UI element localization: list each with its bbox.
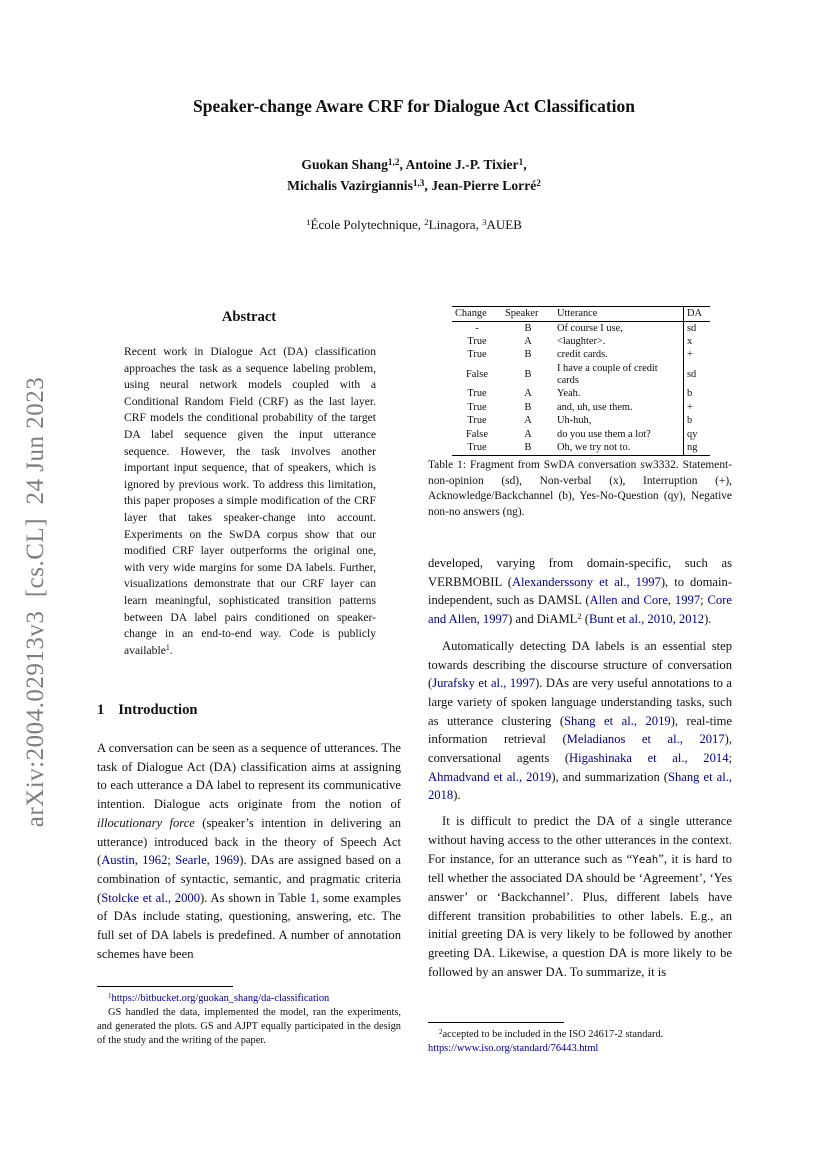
right-column xyxy=(428,0,732,1170)
text-segment: Michalis Vazirgiannis xyxy=(287,178,413,193)
citation-allen-core-1997[interactable]: Allen and Core, 1997 xyxy=(589,593,701,608)
citation-stolcke-2000[interactable]: Stolcke et al., 2000 xyxy=(101,890,200,905)
citation-meladianos-2017[interactable]: Meladianos et al., 2017 xyxy=(566,732,725,747)
text-segment: . xyxy=(169,643,173,657)
text-segment: 1,3 xyxy=(412,177,425,188)
text-segment: ), to domain-independent, such as DAMSL ( xyxy=(428,574,733,608)
table-cell: + xyxy=(684,401,711,414)
text-segment: illocutionary force xyxy=(97,815,195,830)
text-segment: 1 xyxy=(518,156,524,167)
table-cell: True xyxy=(467,388,487,400)
text-segment: ; xyxy=(700,593,708,608)
text-segment: 2 xyxy=(536,177,541,188)
table-cell: qy xyxy=(684,428,711,441)
table-cell: True xyxy=(467,349,487,361)
text-segment: , some examples of DAs include stating, questioning, answering, etc. The full set of DA labels is predefined. A number of annotation schemes have been xyxy=(97,890,401,961)
text-segment: École Polytechnique, xyxy=(310,217,425,232)
table-row xyxy=(452,415,710,428)
table-header-speaker: Speaker xyxy=(502,307,554,322)
text-segment: developed, varying from domain-specific, such as VERBMOBIL ( xyxy=(428,556,732,589)
citation-shang-2019[interactable]: Shang et al., 2019 xyxy=(564,713,671,728)
table-1-ref[interactable]: 1 xyxy=(309,890,317,905)
section-number: 1 xyxy=(97,702,105,718)
table-cell: b xyxy=(684,415,711,428)
text-segment: Recent work in Dialogue Act (DA) classification approaches the task as a sequence labeling problem, using neural network models coupled with a Conditional Random Field (CRF) as the last layer. CRF models the conditional probability of the target DA label sequence given the input utterance sequence. However, the task involves another important input sequence, that of speakers, which is ignored by previous work. To address this limitation, this paper proposes a simple modification of the CRF layer that takes speaker-change into account. Experiments on the SwDA corpus show that our modified CRF layer outperforms the original one, with very wide margins for some DA labels. Further, visualizations demonstrate that our CRF layer can learn meaningful, sophisticated transition patterns between DA label pairs conditioned on speaker-change in an end-to-end way. Code is publicly available xyxy=(124,345,376,657)
table-cell: ng xyxy=(684,441,711,455)
table-row xyxy=(452,335,710,348)
text-segment: ; xyxy=(167,853,176,868)
footnote-rule xyxy=(428,1022,564,1023)
table-cell: A xyxy=(524,415,532,427)
swda-fragment-table xyxy=(452,306,710,456)
text-segment: accepted to be included in the ISO 24617-2 standard. xyxy=(442,1029,664,1040)
arxiv-watermark: arXiv:2004.02913v3 [cs.CL] 24 Jun 2023 xyxy=(22,376,49,828)
text-segment: ”, it is hard to tell whether the associated DA should be ‘Agreement’, ‘Yes answer’ or ‘Backchannel’. Plus, different labels have different transition probabilities to other labels. E.g., an initial greeting DA is very likely to be followed by another greeting DA. Likewise, a question DA is more likely to be followed by an answer DA. To summarize, it is xyxy=(428,851,732,979)
table-cell: Uh-huh, xyxy=(557,415,592,427)
abstract-text xyxy=(124,344,376,660)
table-cell: B xyxy=(524,401,532,413)
table-cell: credit cards. xyxy=(557,349,608,361)
footnote-1-text: GS handled the data, implemented the model, ran the experiments, and generated the plots. GS and AJPT equally participated in the design of the study and the writing of the paper. xyxy=(97,1007,401,1046)
footnotes-right xyxy=(428,1022,732,1056)
footnote-1-url-link[interactable]: https://bitbucket.org/guokan_shang/da-classification xyxy=(111,993,330,1004)
table-row xyxy=(452,322,710,336)
text-segment: ). As shown in Table xyxy=(200,890,310,905)
right-column-body xyxy=(428,554,732,981)
text-segment: 3 xyxy=(482,217,487,228)
table-row xyxy=(452,349,710,362)
text-segment: 1 xyxy=(306,217,311,228)
footnote-1-link-line xyxy=(97,992,401,1006)
footnote-2-url-link[interactable]: https://www.iso.org/standard/76443.html xyxy=(428,1043,599,1054)
table-cell: b xyxy=(684,388,711,401)
text-segment: ), real-time information retrieval ( xyxy=(428,713,732,747)
text-segment: Guokan Shang xyxy=(301,157,388,172)
table-cell: B xyxy=(524,441,532,453)
table-cell: - xyxy=(475,322,479,334)
table-row xyxy=(452,401,710,414)
body-paragraph xyxy=(428,554,732,630)
table-header-utterance: Utterance xyxy=(554,307,684,322)
table-cell: A xyxy=(524,388,532,400)
text-segment: , Antoine J.-P. Tixier xyxy=(399,157,519,172)
table-cell: and, uh, use them. xyxy=(557,401,633,413)
section-title: Introduction xyxy=(118,702,198,718)
abstract-heading: Abstract xyxy=(221,309,277,325)
text-segment: (speaker’s intention in delivering an utterance) introduced back in the theory of Speech Act ( xyxy=(97,815,401,868)
table-cell: B xyxy=(524,368,532,380)
body-paragraph xyxy=(428,812,732,981)
table-cell: A xyxy=(524,335,532,347)
text-segment: ) and DiAML xyxy=(508,612,578,627)
text-segment: ), conversational agents ( xyxy=(428,732,732,766)
footnote-rule xyxy=(97,986,233,987)
table-1-caption: Table 1: Fragment from SwDA conversation sw3332. Statement-non-opinion (sd), Non-verbal (x), Interruption (+), Acknowledge/Backchannel (b), Yes-No-Question (qy), Negative non-no answers (ng). xyxy=(428,459,732,519)
left-column xyxy=(97,0,401,1170)
table-row xyxy=(452,388,710,401)
table-header-da: DA xyxy=(684,307,711,322)
table-cell: do you use them a lot? xyxy=(557,428,651,440)
paper-title: Speaker-change Aware CRF for Dialogue Act Classification xyxy=(193,96,635,116)
text-segment: Linagora, xyxy=(428,217,483,232)
footnotes-left xyxy=(97,986,401,1048)
text-segment: 2 xyxy=(424,217,429,228)
table-cell: True xyxy=(467,401,487,413)
citation-alexanderssony-1997[interactable]: Alexanderssony et al., 1997 xyxy=(511,574,661,589)
citation-core-allen-1997[interactable]: Core and Allen, 1997 xyxy=(428,593,732,627)
footnote-ref-1[interactable]: 1 xyxy=(165,643,170,653)
table-cell: True xyxy=(467,335,487,347)
footnote-ref-2: 2 xyxy=(577,611,582,622)
table-cell: x xyxy=(684,335,711,348)
text-segment: ), and summarization ( xyxy=(551,769,668,784)
table-row xyxy=(452,362,710,388)
citation-jurafsky-1997[interactable]: Jurafsky et al., 1997 xyxy=(432,676,536,691)
footnote-marker-2: 2 xyxy=(439,1027,443,1036)
text-segment: ). DAs are assigned based on a combination of syntactic, semantic, and pragmatic criteria ( xyxy=(97,853,401,905)
text-segment: AUEB xyxy=(486,217,522,232)
citation-bunt-2010-2012[interactable]: Bunt et al., 2010, 2012 xyxy=(589,612,705,627)
citation-austin-1962[interactable]: Austin, 1962 xyxy=(101,853,168,868)
table-cell: Oh, we try not to. xyxy=(557,441,631,453)
text-segment: Yeah xyxy=(632,852,659,866)
citation-ahmadvand-2019[interactable]: Ahmadvand et al., 2019 xyxy=(428,769,552,784)
table-row xyxy=(452,441,710,455)
table-cell: True xyxy=(467,415,487,427)
text-segment: A conversation can be seen as a sequence of utterances. The task of Dialogue Act (DA) classification aims at assigning to each utterance a DA label to represent its communicative intention. Dialogue acts originate from the notion of xyxy=(97,741,401,812)
introduction-paragraph xyxy=(97,739,401,963)
section-1-heading xyxy=(97,702,401,719)
text-segment: ). xyxy=(704,612,712,627)
table-row xyxy=(452,428,710,441)
citation-shang-2018[interactable]: Shang et al., 2018 xyxy=(428,769,732,803)
text-segment: , xyxy=(523,157,527,172)
table-cell: A xyxy=(524,428,532,440)
body-paragraph xyxy=(428,637,732,805)
table-cell: True xyxy=(467,441,487,453)
table-cell: sd xyxy=(684,362,711,388)
table-cell: False xyxy=(466,428,488,440)
text-segment: , Jean-Pierre Lorré xyxy=(424,178,537,193)
table-cell: Yeah. xyxy=(557,388,581,400)
text-segment: ; xyxy=(728,751,732,766)
table-cell: Of course I use, xyxy=(557,322,623,334)
table-cell: False xyxy=(466,368,488,380)
text-segment: 1,2 xyxy=(387,156,400,167)
citation-searle-1969[interactable]: Searle, 1969 xyxy=(175,853,240,868)
table-header-change: Change xyxy=(452,307,502,322)
table-cell: B xyxy=(524,322,532,334)
text-segment: It is difficult to predict the DA of a single utterance without having access to the other utterances in the context. For instance, for an utterance such as “ xyxy=(428,814,732,866)
table-cell: sd xyxy=(684,322,711,336)
citation-higashinaka-2014[interactable]: Higashinaka et al., 2014 xyxy=(569,751,729,766)
table-header-row xyxy=(452,307,710,322)
footnote-marker-1[interactable]: 1 xyxy=(108,991,112,1000)
text-segment: ( xyxy=(581,612,589,627)
text-segment: ). xyxy=(453,788,461,803)
table-cell: <laughter>. xyxy=(557,335,606,347)
text-segment: ). DAs are very useful annotations to a large variety of spoken language understanding tasks, such as utterance clustering ( xyxy=(428,676,733,728)
footnote-2-text xyxy=(428,1028,732,1042)
table-cell: I have a couple of credit cards xyxy=(557,362,658,386)
table-cell: + xyxy=(684,349,711,362)
text-segment: Automatically detecting DA labels is an essential step towards describing the discourse structure of conversation ( xyxy=(428,638,732,691)
table-cell: B xyxy=(524,349,532,361)
table-1 xyxy=(452,306,710,456)
